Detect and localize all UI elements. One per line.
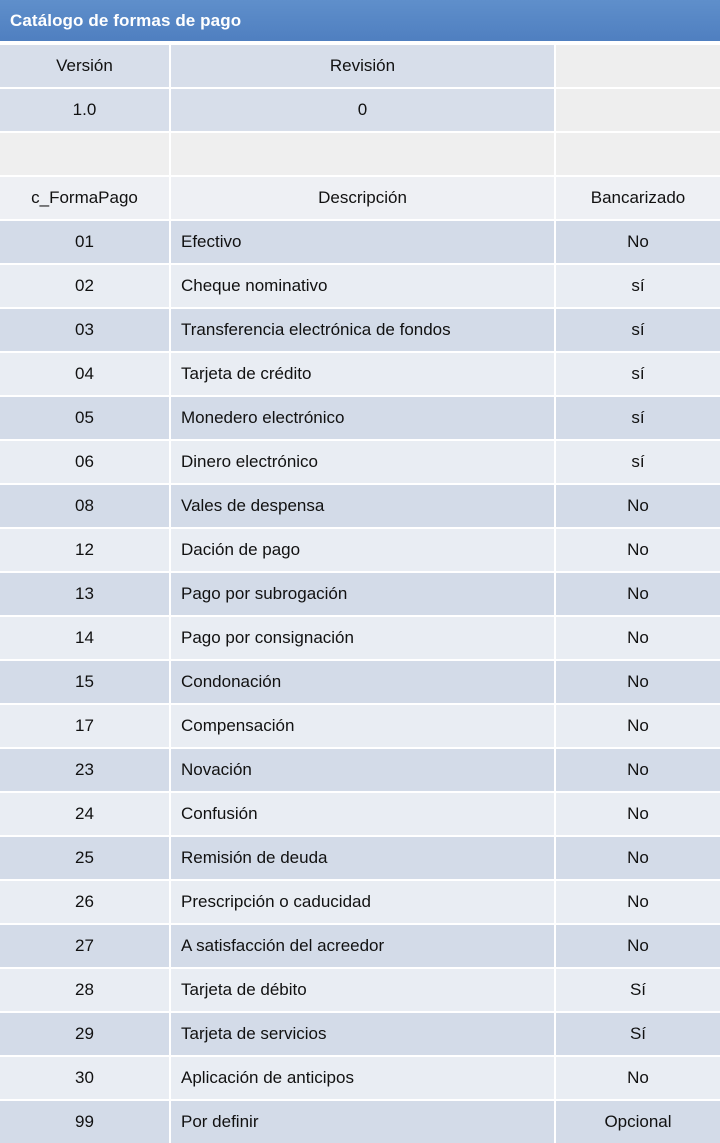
version-value: 1.0 — [0, 89, 171, 131]
table-row — [0, 483, 720, 527]
table-row — [0, 615, 720, 659]
table-row — [0, 923, 720, 967]
banked-cell: No — [556, 529, 720, 571]
description-cell: Prescripción o caducidad — [171, 881, 556, 923]
banked-cell: No — [556, 221, 720, 263]
code-cell: 03 — [0, 309, 171, 351]
code-cell: 12 — [0, 529, 171, 571]
table-row — [0, 219, 720, 263]
empty-cell — [0, 133, 171, 175]
code-cell: 17 — [0, 705, 171, 747]
payment-methods-table — [0, 43, 720, 1143]
table-row — [0, 879, 720, 923]
banked-cell: No — [556, 1057, 720, 1099]
description-cell: Aplicación de anticipos — [171, 1057, 556, 1099]
banked-cell: No — [556, 881, 720, 923]
description-cell: Dación de pago — [171, 529, 556, 571]
description-cell: Confusión — [171, 793, 556, 835]
code-cell: 99 — [0, 1101, 171, 1143]
description-cell: Tarjeta de débito — [171, 969, 556, 1011]
banked-cell: sí — [556, 309, 720, 351]
banked-cell: sí — [556, 265, 720, 307]
banked-cell: No — [556, 837, 720, 879]
spacer-row — [0, 131, 720, 175]
banked-cell: sí — [556, 353, 720, 395]
description-cell: Efectivo — [171, 221, 556, 263]
code-cell: 02 — [0, 265, 171, 307]
table-row — [0, 263, 720, 307]
description-cell: Compensación — [171, 705, 556, 747]
empty-cell — [556, 45, 720, 87]
description-cell: Pago por subrogación — [171, 573, 556, 615]
banked-cell: No — [556, 705, 720, 747]
code-cell: 08 — [0, 485, 171, 527]
table-row — [0, 395, 720, 439]
code-cell: 04 — [0, 353, 171, 395]
description-cell: Dinero electrónico — [171, 441, 556, 483]
banked-cell: No — [556, 661, 720, 703]
version-header-row — [0, 43, 720, 87]
description-column-header: Descripción — [171, 177, 556, 219]
description-cell: Por definir — [171, 1101, 556, 1143]
code-cell: 27 — [0, 925, 171, 967]
code-cell: 05 — [0, 397, 171, 439]
table-row — [0, 1099, 720, 1143]
revision-value: 0 — [171, 89, 556, 131]
description-cell: Tarjeta de crédito — [171, 353, 556, 395]
code-cell: 28 — [0, 969, 171, 1011]
table-row — [0, 439, 720, 483]
table-row — [0, 791, 720, 835]
description-cell: Pago por consignación — [171, 617, 556, 659]
description-cell: Cheque nominativo — [171, 265, 556, 307]
description-cell: Novación — [171, 749, 556, 791]
code-cell: 26 — [0, 881, 171, 923]
empty-cell — [556, 89, 720, 131]
banked-cell: sí — [556, 397, 720, 439]
banked-cell: No — [556, 485, 720, 527]
table-row — [0, 967, 720, 1011]
code-cell: 15 — [0, 661, 171, 703]
banked-cell: No — [556, 573, 720, 615]
description-cell: Condonación — [171, 661, 556, 703]
banked-cell: Sí — [556, 969, 720, 1011]
table-body — [0, 219, 720, 1143]
column-header-row — [0, 175, 720, 219]
table-row — [0, 527, 720, 571]
banked-cell: No — [556, 617, 720, 659]
code-cell: 14 — [0, 617, 171, 659]
description-cell: Monedero electrónico — [171, 397, 556, 439]
description-cell: Tarjeta de servicios — [171, 1013, 556, 1055]
description-cell: A satisfacción del acreedor — [171, 925, 556, 967]
table-row — [0, 659, 720, 703]
description-cell: Transferencia electrónica de fondos — [171, 309, 556, 351]
empty-cell — [556, 133, 720, 175]
code-cell: 01 — [0, 221, 171, 263]
table-row — [0, 351, 720, 395]
table-row — [0, 1055, 720, 1099]
banked-cell: Opcional — [556, 1101, 720, 1143]
code-cell: 23 — [0, 749, 171, 791]
code-cell: 24 — [0, 793, 171, 835]
description-cell: Vales de despensa — [171, 485, 556, 527]
table-row — [0, 747, 720, 791]
code-column-header: c_FormaPago — [0, 177, 171, 219]
table-row — [0, 703, 720, 747]
code-cell: 06 — [0, 441, 171, 483]
code-cell: 30 — [0, 1057, 171, 1099]
description-cell: Remisión de deuda — [171, 837, 556, 879]
version-label: Versión — [0, 45, 171, 87]
table-row — [0, 307, 720, 351]
code-cell: 29 — [0, 1013, 171, 1055]
banked-cell: No — [556, 925, 720, 967]
table-row — [0, 571, 720, 615]
catalog-title: Catálogo de formas de pago — [0, 0, 720, 41]
banked-column-header: Bancarizado — [556, 177, 720, 219]
code-cell: 13 — [0, 573, 171, 615]
table-row — [0, 1011, 720, 1055]
banked-cell: sí — [556, 441, 720, 483]
empty-cell — [171, 133, 556, 175]
banked-cell: No — [556, 749, 720, 791]
banked-cell: Sí — [556, 1013, 720, 1055]
revision-label: Revisión — [171, 45, 556, 87]
table-row — [0, 835, 720, 879]
version-value-row — [0, 87, 720, 131]
code-cell: 25 — [0, 837, 171, 879]
banked-cell: No — [556, 793, 720, 835]
